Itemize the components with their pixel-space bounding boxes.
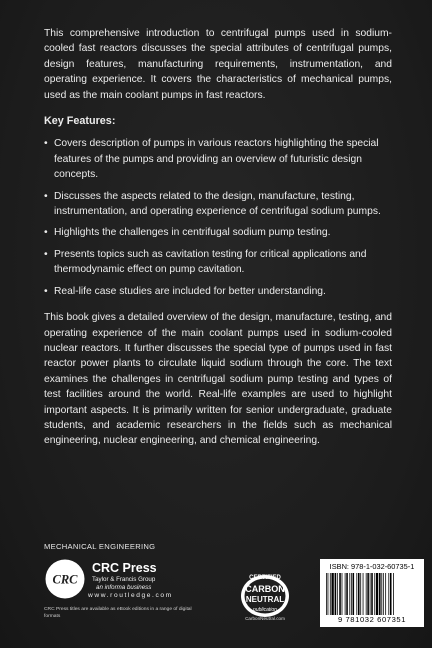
publisher-name: CRC Press	[92, 561, 157, 575]
barcode-bar	[370, 573, 371, 615]
barcode-bar	[385, 573, 386, 615]
barcode-bar	[367, 573, 369, 615]
barcode-bar	[342, 573, 343, 615]
carbon-certified-text: CERTIFIED	[249, 575, 281, 581]
barcode-bar	[351, 573, 352, 615]
barcode-bar	[349, 573, 350, 615]
publisher-url: www.routledge.com	[88, 592, 173, 599]
carbon-publication-text: publication	[253, 607, 277, 613]
key-features-heading: Key Features:	[44, 115, 116, 128]
barcode-bar	[376, 573, 378, 615]
carbon-neutral-logo-icon	[232, 566, 298, 622]
barcode-bar	[346, 573, 348, 615]
barcode-bar	[345, 573, 346, 615]
barcode-bar	[337, 573, 338, 615]
key-features-list	[44, 136, 392, 299]
carbon-neutral-url: CarbonNeutral.com	[245, 616, 285, 621]
barcode-bar	[374, 573, 375, 615]
barcode-bar	[356, 573, 357, 615]
barcode-bar	[326, 573, 327, 615]
feature-item: • Real-life case studies are included for better understanding.	[44, 284, 392, 299]
barcode-bar	[381, 573, 382, 615]
isbn-barcode	[320, 559, 424, 627]
barcode-bar	[358, 573, 360, 615]
barcode-bar	[366, 573, 367, 615]
publisher-block	[44, 558, 184, 608]
barcode-bar	[393, 573, 394, 615]
intro-paragraph: This comprehensive introduction to centrifugal pumps used in sodium-cooled fast reactors discusses the special attributes of centrifugal pumps, design features, manufacturing requirements, instrumentation, and operating experience. It covers the characteristics of mechanical pumps, used as the main coolant pumps in fast reactors.	[44, 28, 392, 101]
barcode-icon	[326, 573, 418, 615]
subject-category: MECHANICAL ENGINEERING	[44, 542, 156, 551]
feature-item: • Discusses the aspects related to the design, manufacture, testing, instrumentation, and operating experience of centrifugal sodium pumps.	[44, 189, 392, 220]
publisher-informa: an informa business	[96, 584, 152, 591]
cover-text	[44, 26, 392, 460]
barcode-bar	[335, 573, 337, 615]
barcode-bar	[371, 573, 373, 615]
crc-logo-icon	[44, 558, 86, 600]
crc-logo-text: CRC	[52, 572, 78, 587]
carbon-carbon-text: CARBON	[245, 584, 285, 594]
isbn-label: ISBN: 978-1-032-60735-1	[329, 562, 415, 571]
barcode-bar	[390, 573, 392, 615]
isbn-digits: 9 781032 607351	[337, 615, 407, 624]
carbon-neutral-text: NEUTRAL	[245, 595, 285, 604]
barcode-bar	[379, 573, 381, 615]
feature-item: • Covers description of pumps in various reactors highlighting the special features of the pumps and providing an overview of futuristic design concepts.	[44, 136, 392, 182]
barcode-bar	[360, 573, 361, 615]
barcode-bar	[388, 573, 389, 615]
body-paragraph: This book gives a detailed overview of the design, manufacture, testing, and operating experience of the main coolant pumps used in sodium-cooled nuclear reactors. It further discusses the special type of pumps used in fast reactor power plants to circulate liquid sodium through the core. The text examines the challenges in centrifugal sodium pump testing and types of test facilities around the world. Real-life examples are used to highlight important aspects. It is primarily written for senior undergraduate, graduate students, and academic researchers in the fields such as mechanical engineering, nuclear engineering, and chemical engineering.	[44, 312, 392, 447]
barcode-bar	[328, 573, 329, 615]
barcode-bar	[363, 573, 364, 615]
feature-item: • Presents topics such as cavitation testing for critical applications and thermodynamic effect on pump cavitation.	[44, 247, 392, 278]
barcode-bar	[330, 573, 331, 615]
barcode-bar	[383, 573, 384, 615]
feature-item: • Highlights the challenges in centrifugal sodium pump testing.	[44, 225, 392, 240]
barcode-bar	[339, 573, 341, 615]
publisher-group: Taylor & Francis Group	[92, 576, 156, 583]
barcode-bar	[331, 573, 333, 615]
barcode-bar	[353, 573, 355, 615]
ebook-note: CRC Press titles are available as eBook editions in a range of digital formats	[44, 607, 192, 619]
